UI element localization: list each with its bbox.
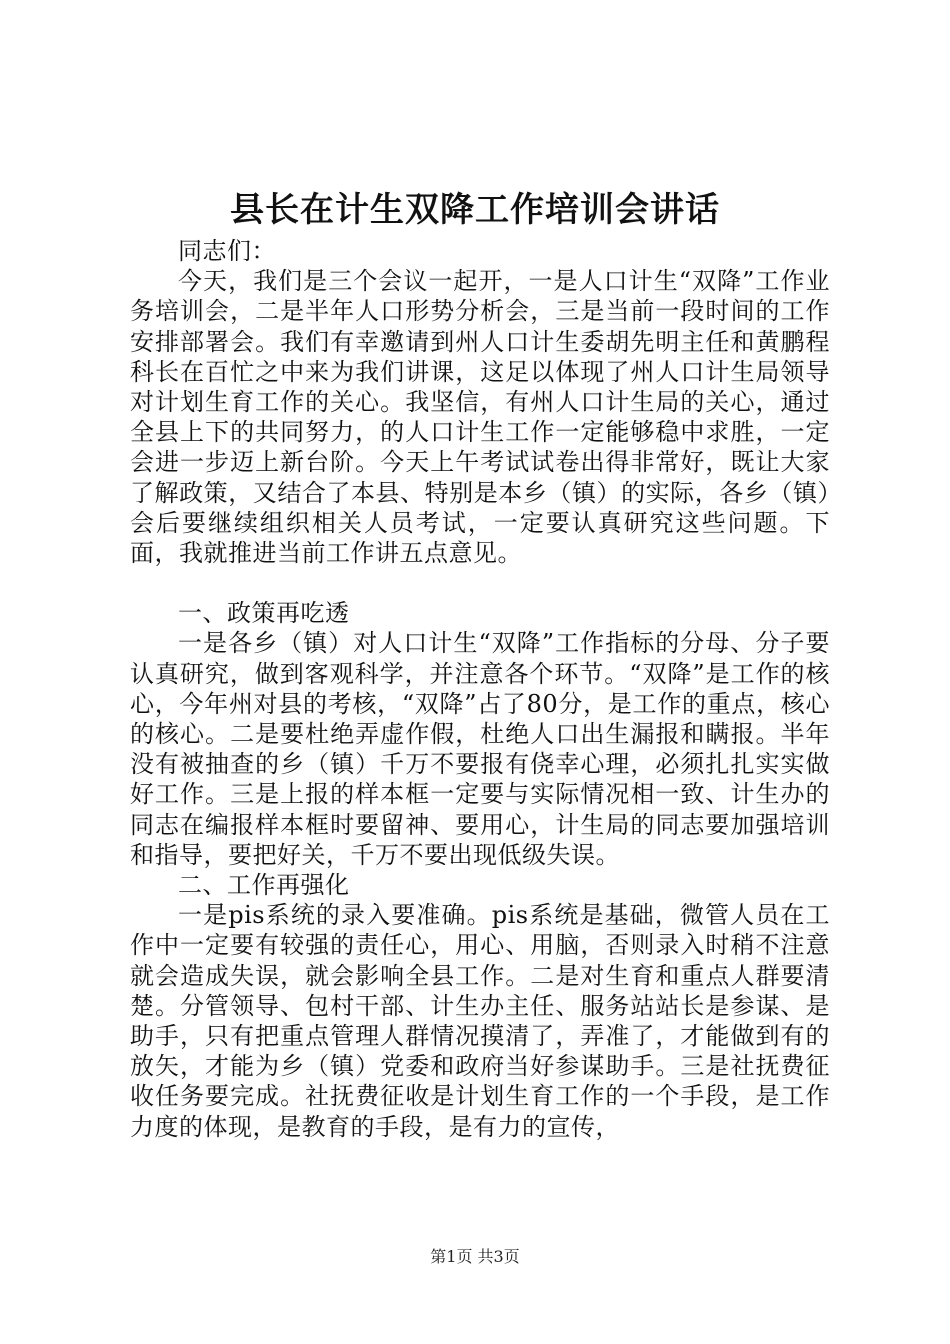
intro-paragraph: 今天，我们是三个会议一起开，一是人口计生“双降”工作业务培训会，二是半年人口形势分析会，三是当前一段时间的工作安排部署会。我们有幸邀请到州人口计生委胡先明主任和黄鹏程科长在百忙之中来为我们讲课，这足以体现了州人口计生局领导对计划生育工作的关心。我坚信，有州人口计生局的关心，通过全县上下的共同努力，的人口计生工作一定能够稳中求胜，一定会进一步迈上新台阶。今天上午考试试卷出得非常好，既让大家了解政策，又结合了本县、特别是本乡（镇）的实际，各乡（镇）会后要继续组织相关人员考试，一定要认真研究这些问题。下面，我就推进当前工作讲五点意见。	[130, 267, 830, 568]
page-number-footer: 第1页 共3页	[430, 1247, 520, 1266]
section-1-heading: 一、政策再吃透	[178, 599, 350, 628]
section-1-paragraph: 一是各乡（镇）对人口计生“双降”工作指标的分母、分子要认真研究，做到客观科学，并注意各个环节。“双降”是工作的核心，今年州对县的考核，“双降”占了80分，是工作的重点，核心的核心。二是要杜绝弄虚作假，杜绝人口出生漏报和瞒报。半年没有被抽查的乡（镇）千万不要报有侥幸心理，必须扎扎实实做好工作。三是上报的样本框一定要与实际情况相一致、计生办的同志在编报样本框时要留神、要用心，计生局的同志要加强培训和指导，要把好关，千万不要出现低级失误。	[130, 629, 830, 869]
section-2-paragraph: 一是pis系统的录入要准确。pis系统是基础，微管人员在工作中一定要有较强的责任心，用心、用脑，否则录入时稍不注意就会造成失误，就会影响全县工作。二是对生育和重点人群要清楚。分管领导、包村干部、计生办主任、服务站站长是参谋、是助手，只有把重点管理人群情况摸清了，弄准了，才能做到有的放矢，才能为乡（镇）党委和政府当好参谋助手。三是社抚费征收任务要完成。社抚费征收是计划生育工作的一个手段，是工作力度的体现，是教育的手段，是有力的宣传，	[130, 901, 830, 1141]
document-title: 县长在计生双降工作培训会讲话	[230, 190, 720, 230]
document-body	[130, 236, 830, 1142]
salutation: 同志们：	[178, 237, 276, 265]
section-2-heading: 二、工作再强化	[178, 871, 350, 900]
paragraph-gap	[130, 568, 830, 598]
